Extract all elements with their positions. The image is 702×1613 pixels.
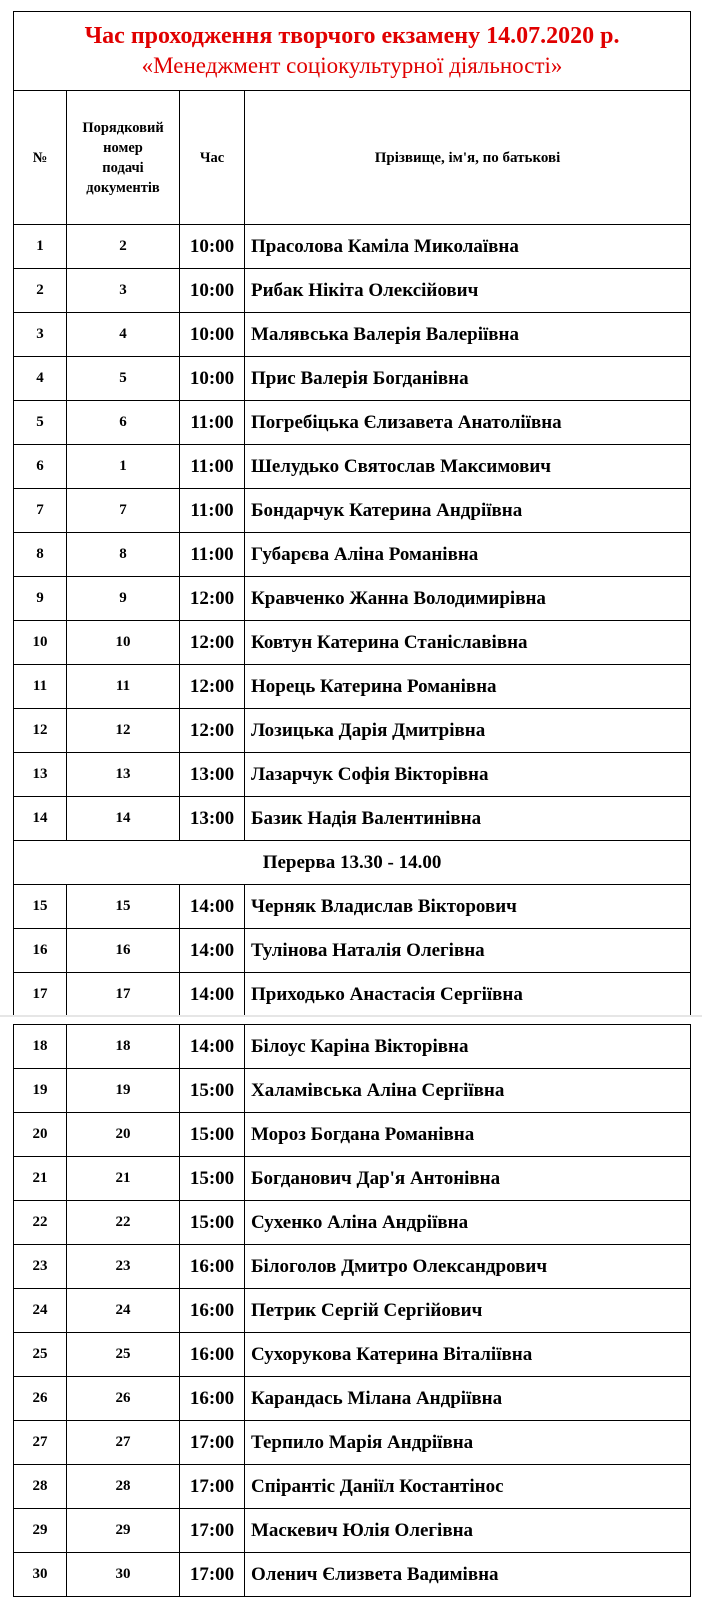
time-cell: 12:00 [180,665,245,709]
table-row [14,1113,691,1157]
time-cell: 11:00 [180,489,245,533]
table-row [14,1157,691,1201]
time-cell: 17:00 [180,1509,245,1553]
time-cell: 16:00 [180,1333,245,1377]
full-name-cell: Карандась Мілана Андріївна [245,1377,691,1421]
row-number-cell: 6 [14,445,67,489]
table-row [14,1069,691,1113]
row-number-cell: 15 [14,885,67,929]
row-number-cell: 22 [14,1201,67,1245]
row-number-cell: 21 [14,1157,67,1201]
full-name-cell: Халамівська Аліна Сергіївна [245,1069,691,1113]
full-name-cell: Бондарчук Катерина Андріївна [245,489,691,533]
order-number-cell: 1 [67,445,180,489]
order-number-cell: 7 [67,489,180,533]
header-order-line-4: документів [86,179,160,196]
full-name-cell: Тулінова Наталія Олегівна [245,929,691,973]
break-row [14,841,691,885]
schedule-table-body-1 [14,12,691,1017]
order-number-cell: 18 [67,1025,180,1069]
table-row [14,1465,691,1509]
row-number-cell: 11 [14,665,67,709]
time-cell: 17:00 [180,1465,245,1509]
table-row [14,1509,691,1553]
table-row [14,357,691,401]
full-name-cell: Сухорукова Катерина Віталіївна [245,1333,691,1377]
order-number-cell: 30 [67,1553,180,1597]
header-order-line-2: номер [103,139,143,156]
row-number-cell: 4 [14,357,67,401]
table-row [14,533,691,577]
row-number-cell: 17 [14,973,67,1017]
time-cell: 10:00 [180,357,245,401]
table-row [14,665,691,709]
order-number-cell: 9 [67,577,180,621]
full-name-cell: Кравченко Жанна Володимирівна [245,577,691,621]
table-row [14,401,691,445]
order-number-cell: 2 [67,225,180,269]
row-number-cell: 19 [14,1069,67,1113]
order-number-cell: 28 [67,1465,180,1509]
time-cell: 11:00 [180,445,245,489]
order-number-cell: 14 [67,797,180,841]
header-full-name: Прізвище, ім'я, по батькові [245,91,691,225]
table-row [14,1025,691,1069]
time-cell: 12:00 [180,621,245,665]
order-number-cell: 10 [67,621,180,665]
time-cell: 16:00 [180,1377,245,1421]
table-row [14,489,691,533]
row-number-cell: 3 [14,313,67,357]
full-name-cell: Шелудько Святослав Максимович [245,445,691,489]
full-name-cell: Прис Валерія Богданівна [245,357,691,401]
table-row [14,225,691,269]
full-name-cell: Базик Надія Валентинівна [245,797,691,841]
row-number-cell: 18 [14,1025,67,1069]
time-cell: 12:00 [180,577,245,621]
time-cell: 14:00 [180,885,245,929]
time-cell: 15:00 [180,1113,245,1157]
order-number-cell: 23 [67,1245,180,1289]
time-cell: 15:00 [180,1157,245,1201]
time-cell: 15:00 [180,1201,245,1245]
order-number-cell: 29 [67,1509,180,1553]
row-number-cell: 14 [14,797,67,841]
time-cell: 13:00 [180,753,245,797]
full-name-cell: Ковтун Катерина Станіславівна [245,621,691,665]
full-name-cell: Спірантіс Даніїл Костантінос [245,1465,691,1509]
header-order-number [67,91,180,225]
order-number-cell: 11 [67,665,180,709]
full-name-cell: Норець Катерина Романівна [245,665,691,709]
order-number-cell: 21 [67,1157,180,1201]
full-name-cell: Прасолова Каміла Миколаївна [245,225,691,269]
row-number-cell: 29 [14,1509,67,1553]
table-row [14,1553,691,1597]
table-row [14,1333,691,1377]
header-time: Час [180,91,245,225]
table-row [14,577,691,621]
full-name-cell: Лозицька Дарія Дмитрівна [245,709,691,753]
table-row [14,313,691,357]
row-number-cell: 5 [14,401,67,445]
schedule-table-body-2 [14,1025,691,1597]
order-number-cell: 17 [67,973,180,1017]
full-name-cell: Сухенко Аліна Андріївна [245,1201,691,1245]
row-number-cell: 7 [14,489,67,533]
order-number-cell: 25 [67,1333,180,1377]
break-label: Перерва 13.30 - 14.00 [14,841,691,885]
full-name-cell: Малявська Валерія Валеріївна [245,313,691,357]
row-number-cell: 20 [14,1113,67,1157]
row-number-cell: 2 [14,269,67,313]
order-number-cell: 16 [67,929,180,973]
time-cell: 14:00 [180,929,245,973]
title-row [14,12,691,91]
time-cell: 13:00 [180,797,245,841]
row-number-cell: 26 [14,1377,67,1421]
time-cell: 16:00 [180,1245,245,1289]
order-number-cell: 22 [67,1201,180,1245]
full-name-cell: Лазарчук Софія Вікторівна [245,753,691,797]
full-name-cell: Погребіцька Єлизавета Анатоліївна [245,401,691,445]
row-number-cell: 8 [14,533,67,577]
full-name-cell: Білоус Каріна Вікторівна [245,1025,691,1069]
table-row [14,445,691,489]
time-cell: 14:00 [180,1025,245,1069]
table-row [14,1421,691,1465]
time-cell: 14:00 [180,973,245,1017]
order-number-cell: 8 [67,533,180,577]
time-cell: 17:00 [180,1553,245,1597]
row-number-cell: 12 [14,709,67,753]
time-cell: 17:00 [180,1421,245,1465]
order-number-cell: 27 [67,1421,180,1465]
table-row [14,1289,691,1333]
order-number-cell: 12 [67,709,180,753]
header-order-line-3: подачі [102,159,144,176]
full-name-cell: Мороз Богдана Романівна [245,1113,691,1157]
header-row [14,91,691,225]
time-cell: 10:00 [180,313,245,357]
order-number-cell: 19 [67,1069,180,1113]
full-name-cell: Черняк Владислав Вікторович [245,885,691,929]
time-cell: 10:00 [180,269,245,313]
order-number-cell: 26 [67,1377,180,1421]
time-cell: 16:00 [180,1289,245,1333]
header-order-line-1: Порядковий [82,119,164,136]
row-number-cell: 13 [14,753,67,797]
order-number-cell: 5 [67,357,180,401]
table-row [14,973,691,1017]
schedule-table-part-1 [13,11,691,1017]
row-number-cell: 9 [14,577,67,621]
full-name-cell: Маскевич Юлія Олегівна [245,1509,691,1553]
full-name-cell: Приходько Анастасія Сергіївна [245,973,691,1017]
schedule-table-part-2 [13,1024,691,1597]
table-row [14,1201,691,1245]
order-number-cell: 24 [67,1289,180,1333]
full-name-cell: Губарєва Аліна Романівна [245,533,691,577]
row-number-cell: 27 [14,1421,67,1465]
table-row [14,929,691,973]
page-break-divider [0,1015,702,1017]
time-cell: 11:00 [180,533,245,577]
order-number-cell: 13 [67,753,180,797]
document-subtitle: «Менеджмент соціокультурної діяльності» [141,53,563,78]
row-number-cell: 30 [14,1553,67,1597]
row-number-cell: 28 [14,1465,67,1509]
table-row [14,709,691,753]
full-name-cell: Богданович Дар'я Антонівна [245,1157,691,1201]
row-number-cell: 16 [14,929,67,973]
full-name-cell: Білоголов Дмитро Олександрович [245,1245,691,1289]
table-row [14,621,691,665]
row-number-cell: 25 [14,1333,67,1377]
table-row [14,797,691,841]
table-row [14,885,691,929]
order-number-cell: 15 [67,885,180,929]
time-cell: 15:00 [180,1069,245,1113]
row-number-cell: 23 [14,1245,67,1289]
time-cell: 11:00 [180,401,245,445]
title-cell [14,12,691,91]
row-number-cell: 1 [14,225,67,269]
row-number-cell: 10 [14,621,67,665]
time-cell: 12:00 [180,709,245,753]
full-name-cell: Петрик Сергій Сергійович [245,1289,691,1333]
full-name-cell: Рибак Нікіта Олексійович [245,269,691,313]
header-number: № [14,91,67,225]
table-row [14,1377,691,1421]
full-name-cell: Терпило Марія Андріївна [245,1421,691,1465]
row-number-cell: 24 [14,1289,67,1333]
order-number-cell: 3 [67,269,180,313]
order-number-cell: 6 [67,401,180,445]
order-number-cell: 20 [67,1113,180,1157]
full-name-cell: Оленич Єлизвета Вадимівна [245,1553,691,1597]
table-row [14,1245,691,1289]
order-number-cell: 4 [67,313,180,357]
document-title: Час проходження творчого екзамену 14.07.2020 р. [84,23,620,49]
table-row [14,753,691,797]
time-cell: 10:00 [180,225,245,269]
table-row [14,269,691,313]
